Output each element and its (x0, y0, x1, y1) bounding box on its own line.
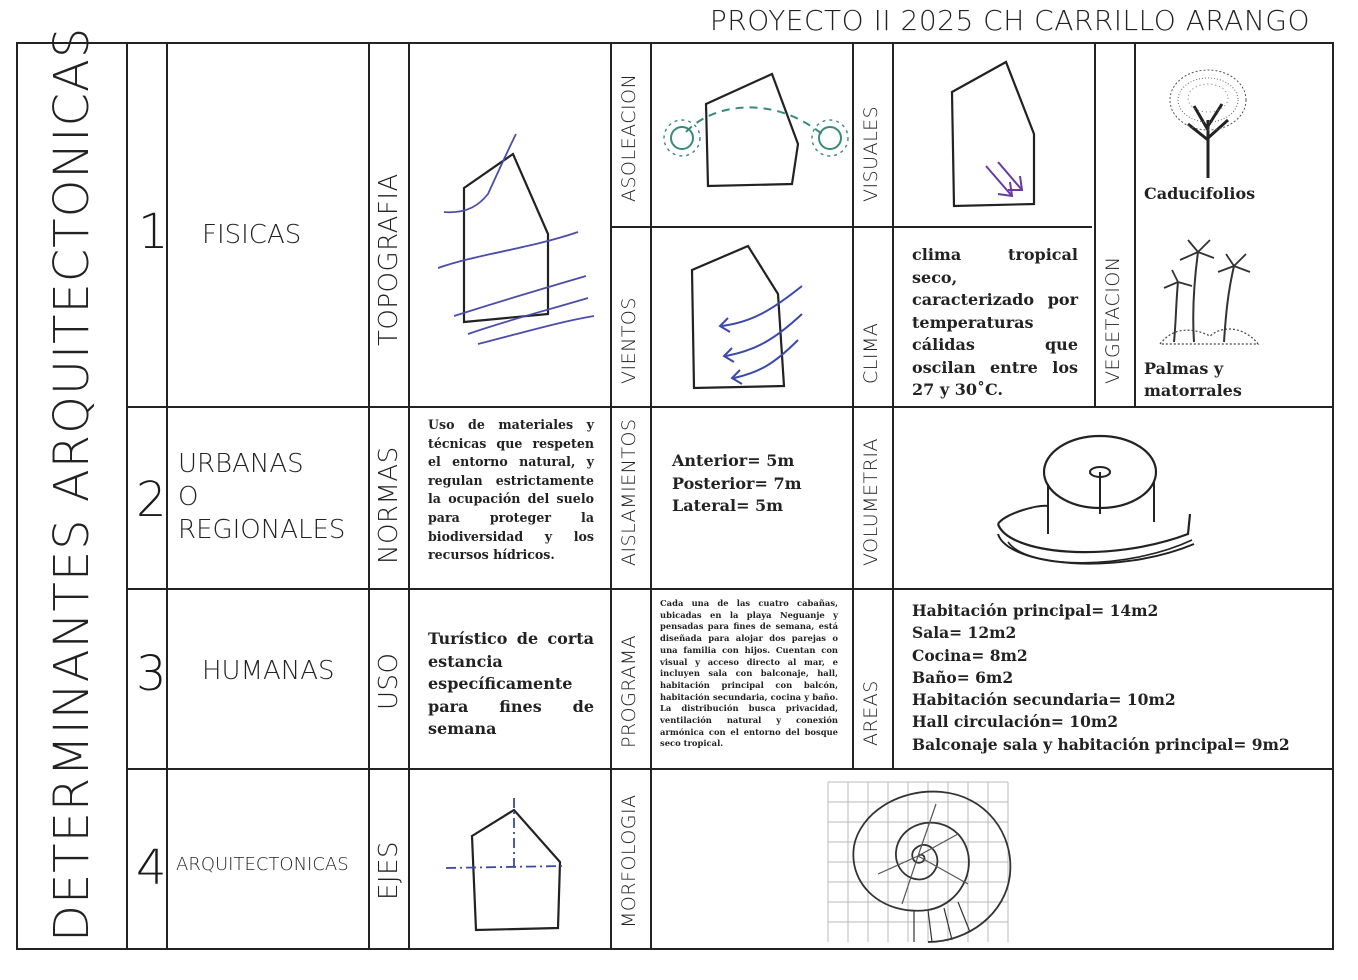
areas-list (912, 600, 1290, 756)
area-item: Balconaje sala y habitación principal= 9m2 (912, 734, 1290, 754)
row-name-arquitectonicas: ARQUITECTONICAS (176, 854, 349, 875)
divider (126, 406, 1334, 408)
row-number-4: 4 (136, 840, 167, 896)
divider (1094, 44, 1096, 408)
main-label: DETERMINANTES ARQUITECTONICAS (44, 26, 100, 942)
divider (126, 44, 128, 950)
divider (610, 44, 612, 950)
palm-icon (1154, 232, 1264, 352)
area-item: Hall circulación= 10m2 (912, 712, 1119, 732)
divider (610, 226, 1092, 228)
palm-label (1144, 358, 1242, 402)
aislamiento-item: Anterior= 5m (672, 451, 795, 470)
row-number-2: 2 (136, 472, 167, 528)
label-areas: AREAS (860, 680, 882, 746)
label-vegetacion: VEGETACION (1102, 256, 1124, 384)
area-item: Habitación principal= 14m2 (912, 601, 1159, 620)
row-number-1: 1 (138, 204, 169, 260)
row-name-fisicas: FISICAS (202, 220, 302, 250)
volumetria-sketch (978, 424, 1228, 584)
row-name-humanas: HUMANAS (202, 656, 335, 686)
label-aislamientos: AISLAMIENTOS (618, 418, 640, 566)
row-number-3: 3 (136, 646, 167, 702)
label-morfologia: MORFOLOGIA (618, 794, 640, 928)
divider (408, 44, 410, 950)
label-visuales: VISUALES (860, 105, 882, 202)
vientos-sketch (652, 230, 852, 400)
morfologia-sketch (818, 774, 1038, 946)
label-ejes: EJES (374, 840, 404, 900)
aislamiento-item: Lateral= 5m (672, 496, 784, 515)
area-item: Baño= 6m2 (912, 667, 1014, 687)
label-vientos: VIENTOS (618, 297, 640, 384)
area-item: Cocina= 8m2 (912, 645, 1028, 665)
tree-label: Caducifolios (1144, 184, 1256, 203)
divider (368, 44, 370, 950)
row-name-line: O (178, 482, 199, 512)
row-name-line: REGIONALES (178, 515, 346, 545)
label-uso: USO (374, 652, 404, 710)
label-programa: PROGRAMA (618, 634, 640, 748)
asoleacion-sketch (652, 54, 852, 224)
programa-text: Cada una de las cuatro cabañas, ubicadas en la playa Neguanje y pensadas para fines de semana, está diseñada para alojar dos parejas o una familia con hijos. Cuentan con visual y acceso directo al mar, e incluyen sala con balconaje, hall, habitación principal con balcón, habitación secundaria, cocina y baño. La distribución busca privacidad, ventilación natural y conexión armónica con el entorno del bosque seco tropical. (660, 598, 838, 749)
tree-icon (1164, 60, 1254, 180)
divider (1134, 44, 1136, 408)
divider (126, 768, 1334, 770)
divider (126, 588, 1334, 590)
area-item: Habitación secundaria= 10m2 (912, 690, 1176, 710)
visuales-sketch (894, 54, 1094, 224)
aislamiento-item: Posterior= 7m (672, 473, 802, 493)
area-item: Sala= 12m2 (912, 623, 1017, 643)
palm-label-line: Palmas y (1144, 359, 1224, 378)
determinants-table (16, 26, 1334, 950)
uso-text: Turístico de corta estancia específicamente para fines de semana (428, 629, 594, 738)
label-asoleacion: ASOLEACION (618, 73, 640, 202)
ejes-sketch (418, 778, 608, 948)
label-normas: NORMAS (374, 446, 404, 564)
normas-text: Uso de materiales y técnicas que respeten el entorno natural, y regulan estrictamente la ocupación del suelo para proteger la biodiversidad y los recursos hídricos. (428, 417, 594, 563)
topografia-sketch (418, 54, 608, 394)
palm-label-line: matorrales (1144, 381, 1242, 400)
row-name-urbanas (178, 448, 345, 547)
label-clima: CLIMA (860, 322, 882, 384)
aislamientos-list (672, 450, 802, 518)
label-topografia: TOPOGRAFIA (374, 173, 404, 346)
page-title: PROYECTO II 2025 CH CARRILLO ARANGO (709, 4, 1310, 37)
row-name-line: URBANAS (178, 449, 304, 479)
label-volumetria: VOLUMETRIA (860, 438, 882, 566)
clima-text: clima tropical seco, caracterizado por temperaturas cálidas que oscilan entre los 27 y 30˚C. (912, 245, 1078, 399)
